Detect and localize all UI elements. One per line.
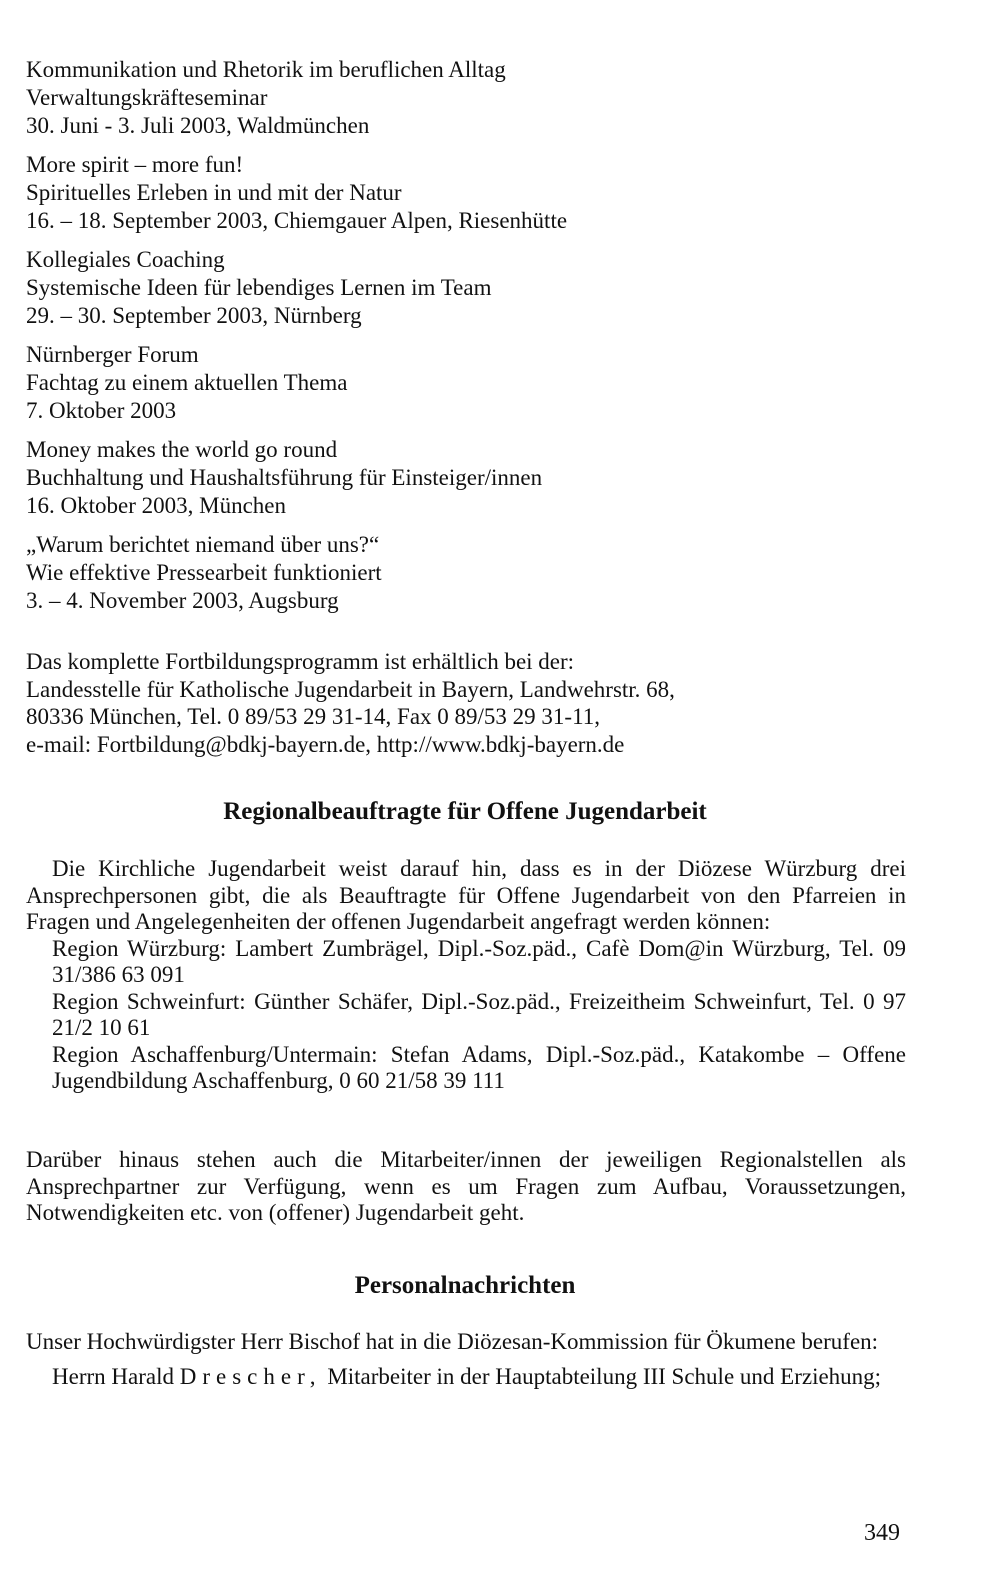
course-date: 29. – 30. September 2003, Nürnberg — [26, 303, 362, 328]
section-body — [26, 1329, 906, 1390]
course-date: 7. Oktober 2003 — [26, 398, 177, 423]
person-surname: Drescher, — [179, 1363, 322, 1389]
person-role: Mitarbeiter in der Hauptabteilung III Schule und Erziehung; — [327, 1363, 882, 1389]
course-subtitle: Systemische Ideen für lebendiges Lernen im Team — [26, 275, 492, 300]
course-title: Kommunikation und Rhetorik im beruflichen Alltag — [26, 57, 506, 82]
course-subtitle: Verwaltungskräfteseminar — [26, 85, 268, 110]
intro-paragraph: Unser Hochwürdigster Herr Bischof hat in die Diözesan-Kommission für Ökumene berufen: — [26, 1329, 879, 1354]
course-entry — [26, 531, 906, 615]
course-entry — [26, 151, 906, 235]
course-subtitle: Spirituelles Erleben in und mit der Natur — [26, 180, 402, 205]
course-subtitle: Wie effektive Pressearbeit funktioniert — [26, 560, 382, 585]
course-list — [26, 56, 906, 626]
course-entry — [26, 436, 906, 520]
contact-block — [26, 648, 906, 758]
course-date: 30. Juni - 3. Juli 2003, Waldmünchen — [26, 113, 370, 138]
person-prefix: Herrn Harald — [52, 1363, 174, 1389]
region-list — [26, 936, 906, 1095]
course-entry — [26, 341, 906, 425]
course-date: 16. – 18. September 2003, Chiemgauer Alpen, Riesenhütte — [26, 208, 568, 233]
closing-paragraph: Darüber hinaus stehen auch die Mitarbeiter/innen der jeweiligen Regionalstellen als Ansprechpartner zur Verfügung, wenn es um Fragen zum Aufbau, Voraussetzungen, Notwendigkeiten etc. von (offener) Jugendarbeit geht. — [26, 1147, 906, 1225]
course-entry — [26, 56, 906, 140]
course-title: „Warum berichtet niemand über uns?“ — [26, 532, 380, 557]
course-title: Nürnberger Forum — [26, 342, 199, 367]
page-number: 349 — [864, 1520, 900, 1546]
course-subtitle: Buchhaltung und Haushaltsführung für Einsteiger/innen — [26, 465, 543, 490]
person-entry — [26, 1364, 906, 1391]
course-title: Kollegiales Coaching — [26, 247, 225, 272]
region-entry: Region Würzburg: Lambert Zumbrägel, Dipl.-Soz.päd., Cafè Dom@in Würzburg, Tel. 09 31/386 63 091 — [52, 935, 906, 987]
course-subtitle: Fachtag zu einem aktuellen Thema — [26, 370, 348, 395]
section-heading: Regionalbeauftragte für Offene Jugendarbeit — [223, 798, 707, 825]
course-date: 16. Oktober 2003, München — [26, 493, 286, 518]
contact-line: 80336 München, Tel. 0 89/53 29 31-14, Fax 0 89/53 29 31-11, — [26, 704, 600, 729]
contact-line: Das komplette Fortbildungsprogramm ist erhältlich bei der: — [26, 649, 575, 674]
course-title: Money makes the world go round — [26, 437, 338, 462]
region-entry: Region Aschaffenburg/Untermain: Stefan Adams, Dipl.-Soz.päd., Katakombe – Offene Jugendbildung Aschaffenburg, 0 60 21/58 39 111 — [52, 1041, 906, 1093]
contact-line: Landesstelle für Katholische Jugendarbeit in Bayern, Landwehrstr. 68, — [26, 676, 675, 702]
contact-line: e-mail: Fortbildung@bdkj-bayern.de, http://www.bdkj-bayern.de — [26, 731, 625, 757]
course-entry — [26, 246, 906, 330]
section-body — [26, 856, 906, 1095]
section-heading: Personalnachrichten — [354, 1272, 576, 1299]
intro-paragraph: Die Kirchliche Jugendarbeit weist darauf hin, dass es in der Diözese Würzburg drei Ansprechpersonen gibt, die als Beauftragte für Offene Jugendarbeit von den Pfarreien in Fragen und Angelegenheiten der offenen Jugendarbeit angefragt werden können: — [26, 856, 906, 934]
region-entry: Region Schweinfurt: Günther Schäfer, Dipl.-Soz.päd., Freizeitheim Schweinfurt, Tel. 0 97 21/2 10 61 — [52, 988, 906, 1040]
course-title: More spirit – more fun! — [26, 152, 244, 177]
course-date: 3. – 4. November 2003, Augsburg — [26, 588, 339, 613]
